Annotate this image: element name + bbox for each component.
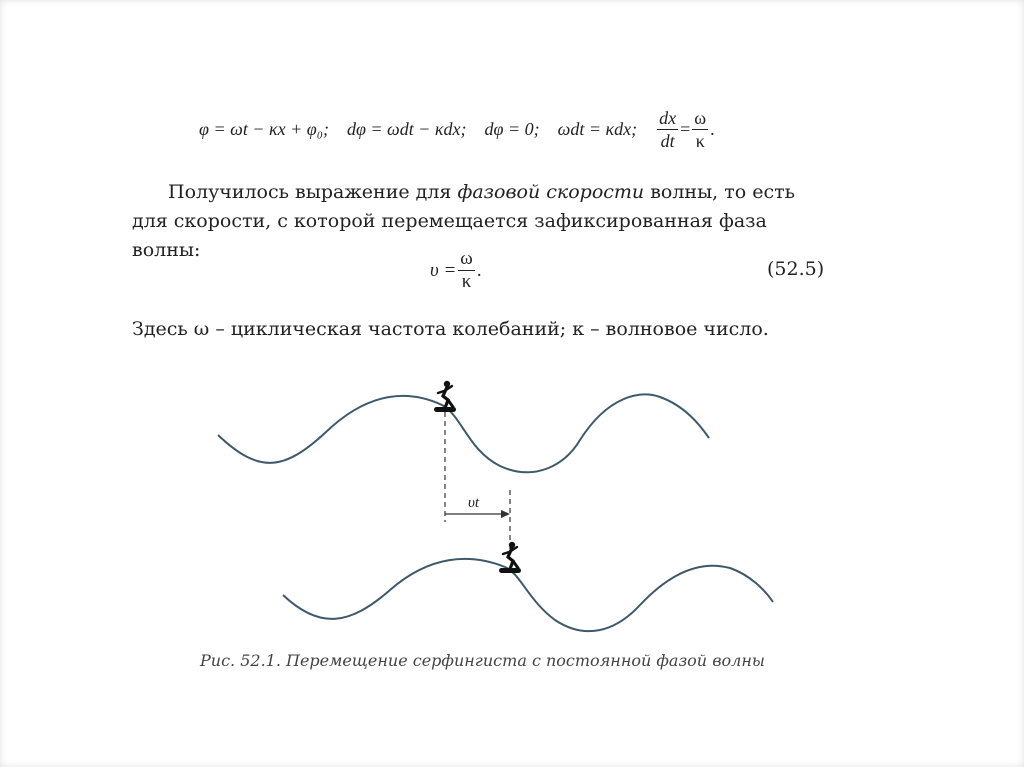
period: .: [476, 259, 482, 281]
bottom-wave: [283, 559, 773, 631]
fraction-denominator: κ: [461, 271, 472, 292]
formula-dphi-zero: dφ = 0;: [484, 118, 540, 139]
surfer-icon: [499, 542, 521, 573]
surfer-icon: [434, 381, 456, 412]
paragraph-text: волны, то есть для скорости, с которой перемещается зафиксированная фаза волны:: [132, 181, 795, 261]
distance-label: υt: [468, 495, 480, 511]
figure-caption: Рис. 52.1. Перемещение серфингиста с постоянной фазой волны: [200, 651, 765, 670]
fraction-denominator: dt: [660, 130, 675, 151]
fraction-numerator: ω: [694, 107, 707, 128]
fraction-numerator: ω: [460, 248, 473, 269]
arrow-head-icon: [501, 510, 510, 518]
equals-sign: =: [680, 118, 691, 139]
paragraph-text: Получилось выражение для: [168, 181, 458, 203]
equation-lhs: υ =: [430, 259, 457, 281]
equation-number: (52.5): [767, 258, 825, 280]
fraction-denominator: κ: [695, 130, 705, 151]
period: .: [710, 118, 715, 139]
paragraph-emphasis: фазовой скорости: [457, 181, 645, 203]
fraction-numerator: dx: [659, 107, 677, 128]
formula-differential: dφ = ωdt − κdx;: [346, 118, 467, 139]
top-wave: [218, 395, 709, 473]
paragraph-definitions: Здесь ω – циклическая частота колебаний; κ – волновое число.: [132, 318, 769, 340]
formula-omega-dt: ωdt = κdx;: [557, 118, 638, 139]
formula-phase: φ = ωt − κx + φ₀;: [199, 118, 329, 139]
